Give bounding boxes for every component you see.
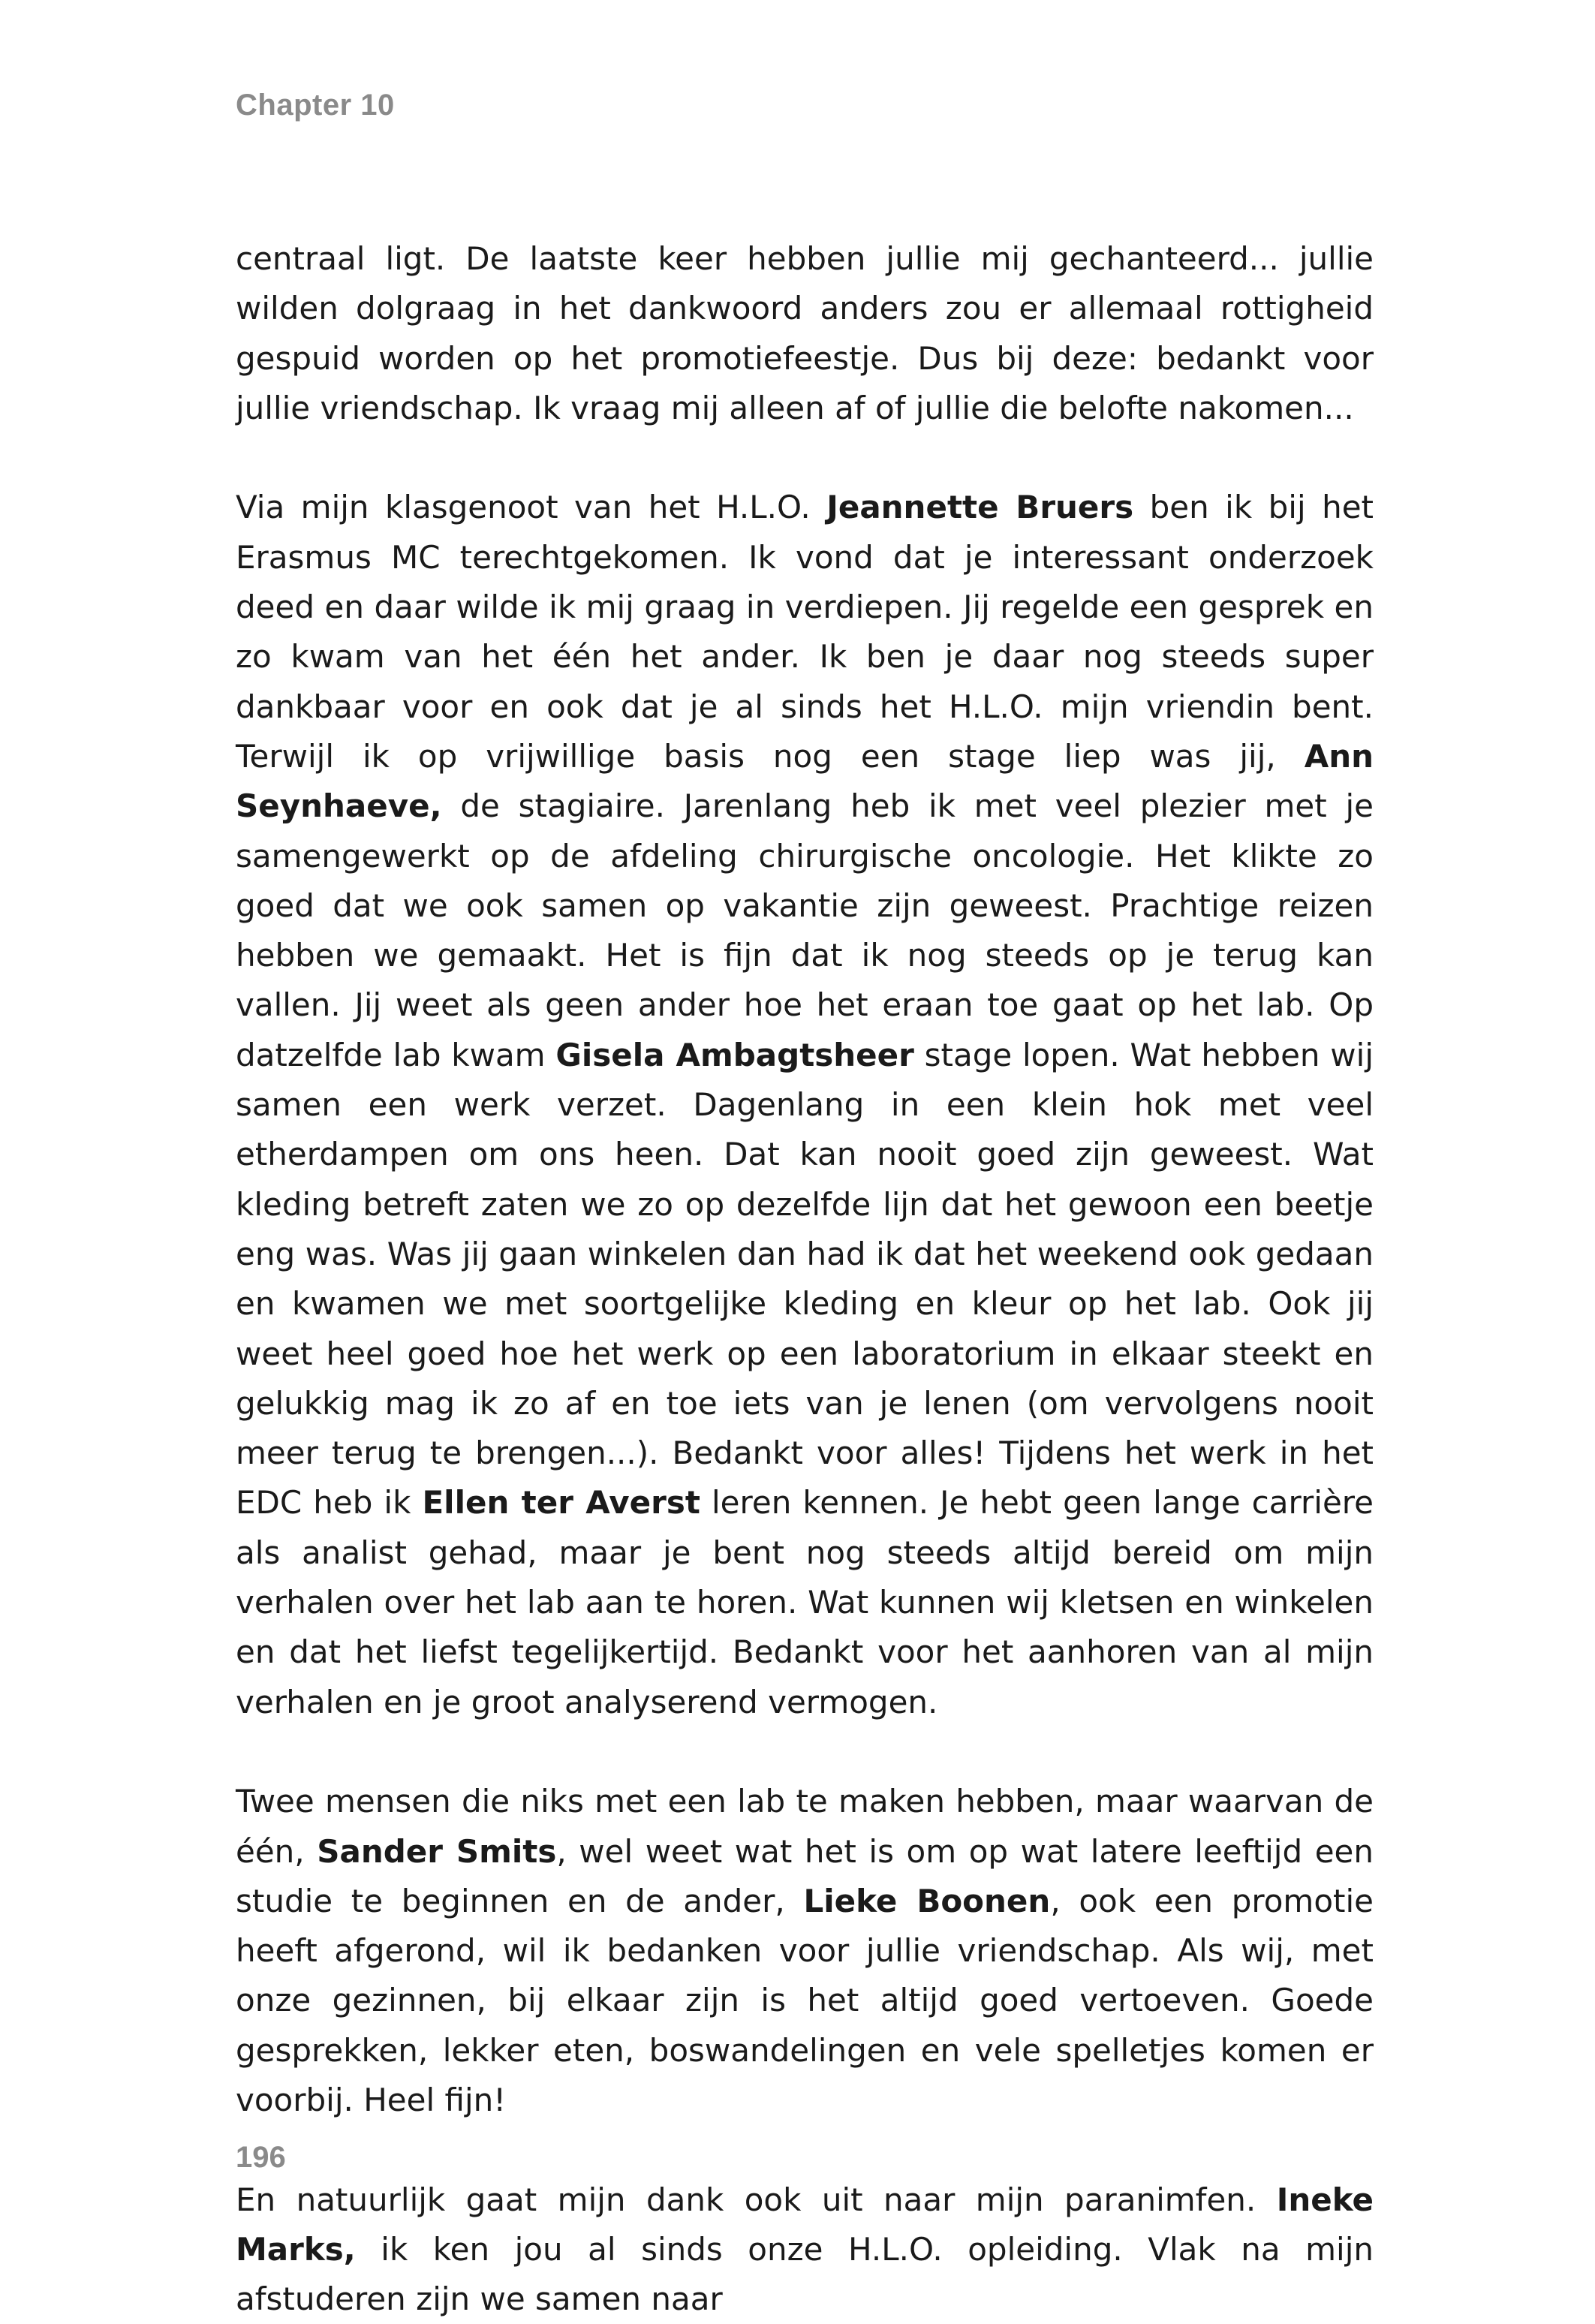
paragraph	[236, 483, 1374, 1726]
bold-name: Sander Smits	[317, 1832, 557, 1870]
text-run: ben ik bij het Erasmus MC terechtgekomen. Ik vond dat je interessant onderzoek deed en daar wilde ik mij graag in verdiepen. Jij regelde een gesprek en zo kwam van het één het ander. Ik ben je daar nog steeds super dankbaar voor en ook dat je al sinds het H.L.O. mijn vriendin bent. Terwijl ik op vrijwillige basis nog een stage liep was jij,	[236, 489, 1374, 775]
text-run: centraal ligt. De laatste keer hebben jullie mij gechanteerd... jullie wilden dolgraag in het dankwoord anders zou er allemaal rottigheid gespuid worden op het promotiefeestje. Dus bij deze: bedankt voor jullie vriendschap. Ik vraag mij alleen af of jullie die belofte nakomen...	[236, 240, 1374, 426]
text-run: Via mijn klasgenoot van het H.L.O.	[236, 489, 827, 526]
running-head: Chapter 10	[236, 89, 395, 122]
body-text	[236, 234, 1374, 2324]
bold-name: Ann Seynhaeve,	[236, 737, 1374, 825]
bold-name: Ellen ter Averst	[422, 1484, 700, 1522]
bold-name: Jeannette Bruers	[826, 489, 1134, 526]
paragraph	[236, 2175, 1374, 2324]
bold-name: Ineke Marks,	[236, 2181, 1374, 2268]
text-run: stage lopen. Wat hebben wij samen een werk verzet. Dagenlang in een klein hok met veel etherdampen om ons heen. Dat kan nooit goed zijn geweest. Wat kleding betreft zaten we zo op dezelfde lijn dat het gewoon een beetje eng was. Was jij gaan winkelen dan had ik dat het weekend ook gedaan en kwamen we met soortgelijke kleding en kleur op het lab. Ook jij weet heel goed hoe het werk op een laboratorium in elkaar steekt en gelukkig mag ik zo af en toe iets van je lenen (om vervolgens nooit meer terug te brengen...). Bedankt voor alles! Tijdens het werk in het EDC heb ik	[236, 1036, 1374, 1522]
page-number: 196	[236, 2141, 286, 2174]
paragraph	[236, 234, 1374, 433]
paragraph	[236, 1777, 1374, 2125]
text-run: Twee mensen die niks met een lab te maken hebben, maar waarvan de één,	[236, 1783, 1374, 1870]
text-run: , wel weet wat het is om op wat latere leeftijd een studie te beginnen en de ander,	[236, 1832, 1374, 1919]
text-run: ik ken jou al sinds onze H.L.O. opleiding. Vlak na mijn afstuderen zijn we samen naar	[236, 2230, 1374, 2318]
text-run: , ook een promotie heeft afgerond, wil ik bedanken voor jullie vriendschap. Als wij, met onze gezinnen, bij elkaar zijn is het altijd goed vertoeven. Goede gesprekken, lekker eten, boswandelingen en vele spelletjes komen er voorbij. Heel fijn!	[236, 1882, 1374, 2118]
text-run: leren kennen. Je hebt geen lange carrière als analist gehad, maar je bent nog steeds altijd bereid om mijn verhalen over het lab aan te horen. Wat kunnen wij kletsen en winkelen en dat het liefst tegelijkertijd. Bedankt voor het aanhoren van al mijn verhalen en je groot analyserend vermogen.	[236, 1484, 1374, 1720]
bold-name: Gisela Ambagtsheer	[555, 1036, 914, 1073]
text-run: de stagiaire. Jarenlang heb ik met veel plezier met je samengewerkt op de afdeling chirurgische oncologie. Het klikte zo goed dat we ook samen op vakantie zijn geweest. Prachtige reizen hebben we gemaakt. Het is fijn dat ik nog steeds op je terug kan vallen. Jij weet als geen ander hoe het eraan toe gaat op het lab. Op datzelfde lab kwam	[236, 787, 1374, 1073]
text-run: En natuurlijk gaat mijn dank ook uit naar mijn paranimfen.	[236, 2181, 1277, 2218]
bold-name: Lieke Boonen	[803, 1882, 1051, 1919]
